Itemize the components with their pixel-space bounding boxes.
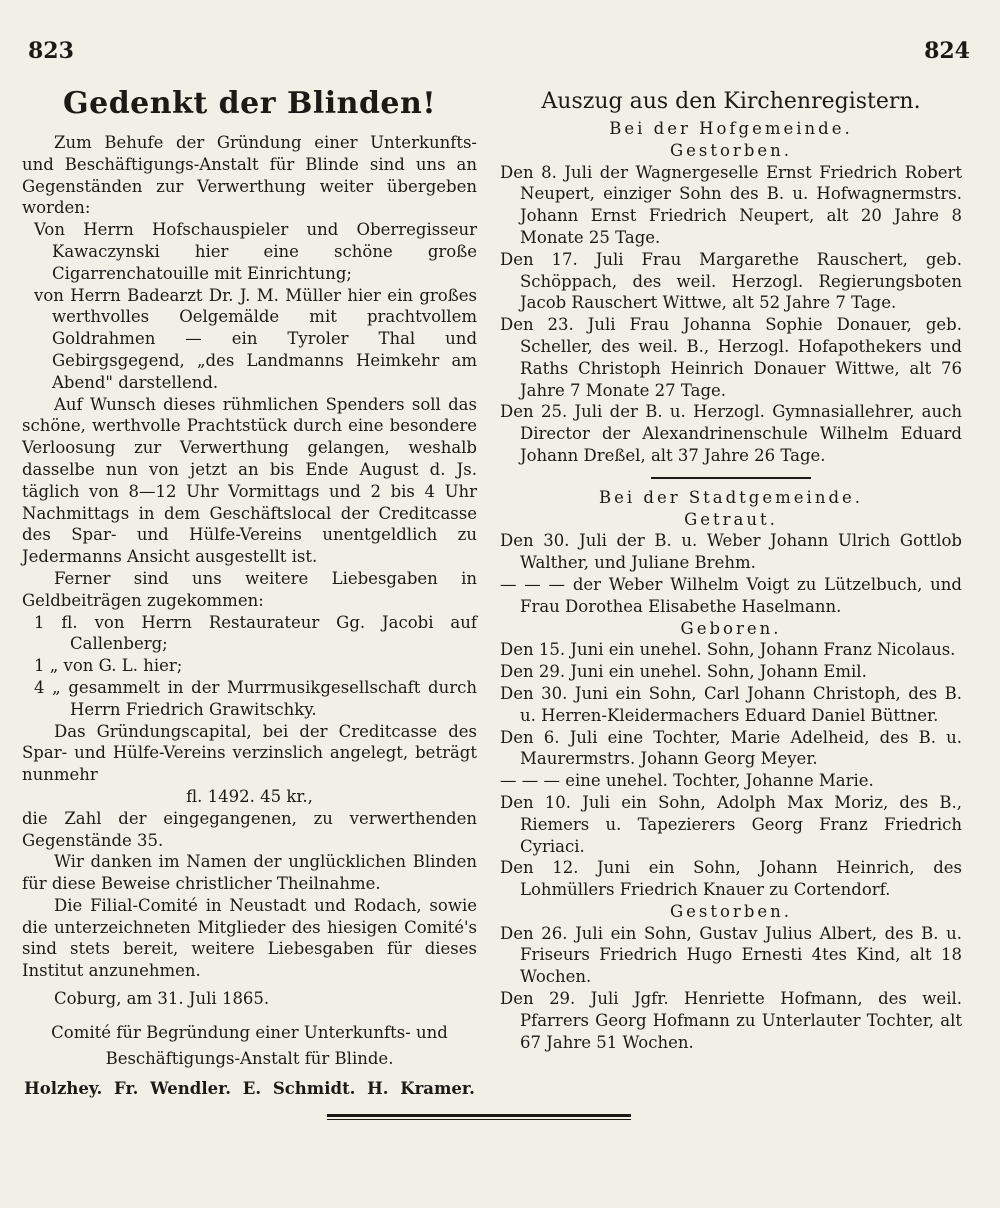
register-entry: Den 15. Juni ein unehel. Sohn, Johann Franz Nicolaus. (500, 640, 956, 660)
register-entry: Den 10. Juli ein Sohn, Adolph Max Moriz, des B., Riemers u. Tapezierers Georg Franz Friedrich Cyriaci. (500, 792, 962, 856)
article-title: Gedenkt der Blinden! (63, 86, 436, 121)
page-end-rule (327, 1114, 631, 1120)
register-entry: Den 25. Juli der B. u. Herzogl. Gymnasiallehrer, auch Director der Alexandrinenschule Wilhelm Eduard Johann Dreßel, alt 37 Jahre 26 Tage. (500, 402, 962, 465)
section-heading: Bei der Hofgemeinde. (609, 119, 853, 138)
dateline: Coburg, am 31. Juli 1865. (54, 989, 270, 1009)
register-entry: Den 12. Juni ein Sohn, Johann Heinrich, des Lohmüllers Friedrich Knauer zu Cortendorf. (500, 858, 962, 900)
money-item: 4 „ gesammelt in der Murrmusikgesellschaft durch Herrn Friedrich Grawitschky. (34, 677, 477, 719)
money-item: 1 fl. von Herrn Restaurateur Gg. Jacobi auf Callenberg; (34, 612, 477, 654)
register-entry: Den 26. Juli ein Sohn, Gustav Julius Albert, des B. u. Friseurs Friedrich Hugo Ernesti 4tes Kind, alt 18 Wochen. (500, 923, 962, 987)
register-entry: — — — eine unehel. Tochter, Johanne Marie. (500, 771, 874, 791)
subsection-heading: Getraut. (684, 509, 778, 529)
gift-item: Von Herrn Hofschauspieler und Oberregisseur Kawaczynski hier eine schöne große Cigarrenchatouille mit Einrichtung; (34, 220, 477, 283)
comite-paragraph: Die Filial-Comité in Neustadt und Rodach, sowie die unterzeichneten Mitglieder des hiesigen Comité's sind stets bereit, weitere Liebesgaben für dieses Institut anzunehmen. (22, 895, 477, 981)
registry-title: Auszug aus den Kirchenregistern. (541, 89, 921, 114)
register-entry: — — — der Weber Wilhelm Voigt zu Lützelbuch, und Frau Dorothea Elisabethe Haselmann. (500, 574, 962, 616)
register-entry: Den 30. Juni ein Sohn, Carl Johann Christoph, des B. u. Herren-Kleidermachers Eduard Daniel Büttner. (500, 683, 962, 725)
gift-item: von Herrn Badearzt Dr. J. M. Müller hier ein großes werthvolles Oelgemälde mit prachtvollem Goldrahmen — ein Tyroler Thal und Gebirgsgegend, „des Landmanns Heimkehr am Abend" darstellend. (34, 285, 477, 392)
register-entry: Den 30. Juli der B. u. Weber Johann Ulrich Gottlob Walther, und Juliane Brehm. (500, 531, 962, 573)
page-number-left: 823 (28, 38, 74, 64)
register-entry: Den 17. Juli Frau Margarethe Rauschert, geb. Schöppach, des weil. Herzogl. Regierungsboten Jacob Rauschert Wittwe, alt 52 Jahre 7 Tage. (500, 249, 962, 313)
right-column (500, 80, 962, 1053)
intro-paragraph: Zum Behufe der Gründung einer Unterkunfts- und Beschäftigungs-Anstalt für Blinde sind uns an Gegenständen zur Verwerthung weiter übergeben worden: (22, 133, 477, 218)
register-entry: Den 29. Juli Jgfr. Henriette Hofmann, des weil. Pfarrers Georg Hofmann zu Unterlauter Tochter, alt 67 Jahre 51 Wochen. (500, 989, 962, 1052)
count-paragraph: die Zahl der eingegangenen, zu verwerthenden Gegenstände 35. (22, 808, 477, 850)
signature-names: Holzhey. Fr. Wendler. E. Schmidt. H. Kramer. (24, 1078, 475, 1098)
section-heading: Bei der Stadtgemeinde. (598, 487, 864, 507)
further-paragraph: Ferner sind uns weitere Liebesgaben in Geldbeiträgen zugekommen: (22, 568, 477, 610)
register-entry: Den 8. Juli der Wagnergeselle Ernst Friedrich Robert Neupert, einziger Sohn des B. u. Hofwagnermstrs. Johann Ernst Friedrich Neupert, alt 20 Jahre 8 Monate 25 Tage. (500, 162, 962, 247)
thanks-paragraph: Wir danken im Namen der unglücklichen Blinden für diese Beweise christlicher Theilnahme. (22, 852, 477, 894)
wish-paragraph: Auf Wunsch dieses rühmlichen Spenders soll das schöne, werthvolle Prachtstück durch eine besondere Verloosung zur Verwerthung gelangen, weshalb dasselbe nun von jetzt an bis Ende August d. Js. täglich von 8—12 Uhr Vormittags und 2 bis 4 Uhr Nachmittags in dem Geschäftslocal der Creditcasse des Spar- und Hülfe-Vereins unentgeldlich zu Jedermanns Ansicht ausgestellt ist. (22, 394, 477, 567)
register-entry: Den 23. Juli Frau Johanna Sophie Donauer, geb. Scheller, des weil. B., Herzogl. Hofapothekers und Raths Christoph Heinrich Donauer Wittwe, alt 76 Jahre 7 Monate 27 Tage. (500, 315, 962, 400)
left-column (22, 80, 477, 1116)
signature-committee: Comité für Begründung einer Unterkunfts- und Beschäftigungs-Anstalt für Blinde. (51, 1022, 448, 1068)
subsection-heading: Geboren. (680, 618, 782, 638)
subsection-heading: Gestorben. (669, 901, 793, 921)
capital-amount: fl. 1492. 45 kr., (186, 786, 313, 806)
page-number-right: 824 (924, 38, 970, 64)
register-entry: Den 29. Juni ein unehel. Sohn, Johann Emil. (500, 662, 867, 682)
capital-paragraph: Das Gründungscapital, bei der Creditcasse des Spar- und Hülfe-Vereins verzinslich angelegt, beträgt nunmehr (22, 721, 477, 785)
register-entry: Den 6. Juli eine Tochter, Marie Adelheid, des B. u. Maurermstrs. Johann Georg Meyer. (500, 727, 962, 769)
section-divider (651, 477, 811, 479)
subsection-heading: Gestorben. (669, 140, 793, 160)
money-item: 1 „ von G. L. hier; (34, 656, 183, 676)
